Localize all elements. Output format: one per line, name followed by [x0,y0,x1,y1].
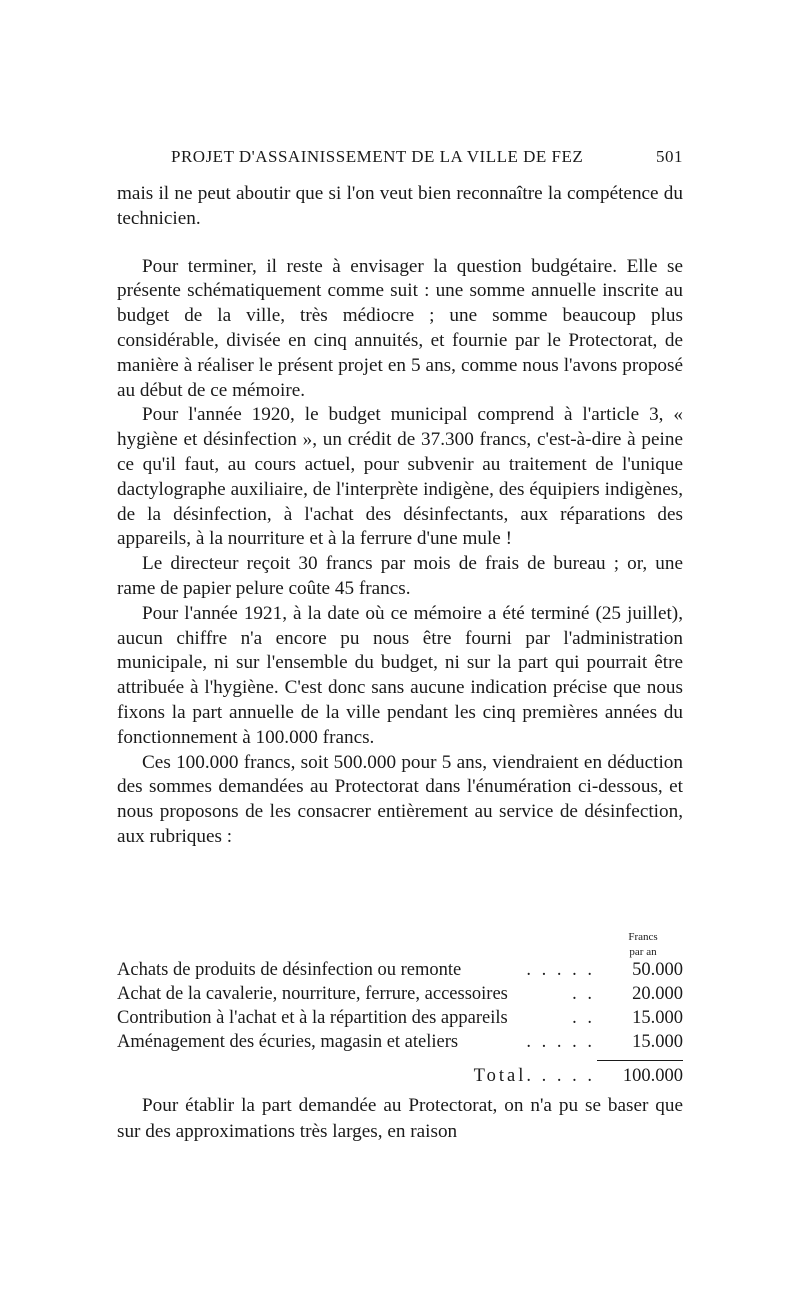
row-label: Contribution à l'achat et à la répartition des appareils [117,1008,508,1028]
unit-header [603,930,683,960]
paragraph-budget-1921: Pour l'année 1921, à la date où ce mémoire a été terminé (25 juillet), aucun chiffre n'a encore pu nous être fourni par l'administration municipale, ni sur l'ensemble du budget, ni sur la part qui pourrait être attribuée à l'hygiène. C'est donc sans aucune indication précise que nous fixons la part annuelle de la ville pendant les cinq premières années du fonctionnement à 100.000 francs. [117,602,683,748]
paragraph-closing: Pour établir la part demandée au Protectorat, on n'a pu se baser que sur des approximations très larges, en raison [117,1095,683,1142]
table-row [117,1030,683,1054]
total-row [117,1064,683,1088]
paragraph-budget-question: Pour terminer, il reste à envisager la question budgétaire. Elle se présente schématiquement comme suit : une somme annuelle inscrite au budget de la ville, très médiocre ; une somme beaucoup plus considérable, divisée en cinq annuités, et fournie par le Protectorat, de manière à réaliser le présent projet en 5 ans, comme nous l'avons proposé au début de ce mémoire. [117,255,683,401]
body-text [117,182,683,850]
row-label: Achat de la cavalerie, nourriture, ferrure, accessoires [117,984,508,1004]
paragraph-continuation: mais il ne peut aboutir que si l'on veut bien reconnaître la compétence du technicien. [117,183,683,229]
body-text-continued [117,1093,683,1145]
unit-header-line2: par an [629,946,657,958]
row-amount: 50.000 [632,960,683,980]
paragraph-office-costs: Le directeur reçoit 30 francs par mois de frais de bureau ; or, une rame de papier pelure coûte 45 francs. [117,553,683,599]
table-row [117,1006,683,1030]
table-row [117,958,683,982]
row-amount: 15.000 [632,1008,683,1028]
table-row [117,982,683,1006]
row-label: Achats de produits de désinfection ou remonte [117,960,462,980]
row-label: Aménagement des écuries, magasin et ateliers [117,1032,459,1052]
running-head [117,147,683,171]
row-leader-dots: . . . . . [526,960,595,980]
total-rule [597,1060,683,1061]
row-leader-dots: . . [572,984,595,1004]
row-leader-dots: . . [572,1008,595,1028]
row-leader-dots: . . . . . [526,1032,595,1052]
total-amount: 100.000 [622,1066,683,1086]
running-title: PROJET D'ASSAINISSEMENT DE LA VILLE DE FEZ [171,147,584,166]
unit-header-line1: Francs [628,931,658,943]
row-amount: 15.000 [632,1032,683,1052]
paragraph-budget-1920: Pour l'année 1920, le budget municipal comprend à l'article 3, « hygiène et désinfection », un crédit de 37.300 francs, c'est-à-dire à peine ce qu'il faut, au cours actuel, pour subvenir au traitement de l'unique dactylographe auxiliaire, de l'interprète indigène, des équipiers indigènes, de la désinfection, à l'achat des désinfectants, aux réparations des appareils, à la nourriture et à la ferrure d'une mule ! [117,404,683,550]
page-number: 501 [656,147,683,166]
total-label: Total. . . . . [473,1066,595,1086]
paragraph-allocation: Ces 100.000 francs, soit 500.000 pour 5 ans, viendraient en déduction des sommes demandées au Protectorat dans l'énumération ci-dessous, et nous proposons de les consacrer entièrement au service de désinfection, aux rubriques : [117,751,683,847]
row-amount: 20.000 [632,984,683,1004]
